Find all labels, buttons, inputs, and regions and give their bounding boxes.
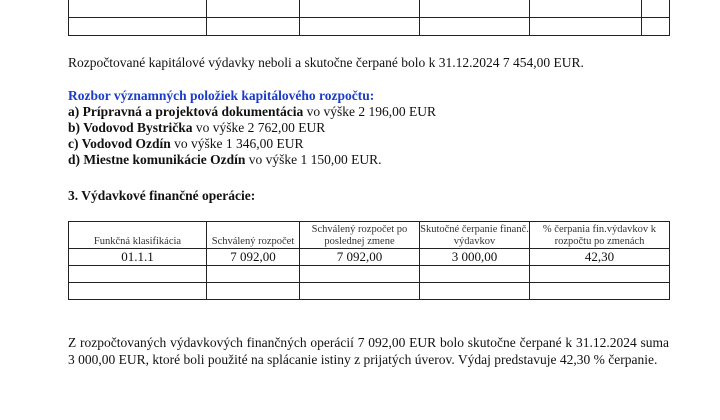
item-label: d) Miestne komunikácie Ozdín: [68, 152, 246, 167]
analysis-item-a: [68, 104, 436, 120]
table-cell: [300, 283, 420, 300]
table-cell: 7 092,00: [300, 249, 420, 266]
item-text: vo výške 1 150,00 EUR.: [245, 152, 382, 167]
table-row: [69, 18, 670, 36]
table-cell: 7 092,00: [207, 249, 300, 266]
table-cell: [420, 266, 530, 283]
financial-operations-table: [68, 221, 670, 300]
analysis-item-c: [68, 136, 304, 152]
item-text: vo výške 2 762,00 EUR: [192, 120, 326, 135]
item-text: vo výške 2 196,00 EUR: [303, 104, 436, 119]
column-header: % čerpania fin.výdavkov k rozpočtu po zmenách: [530, 222, 670, 249]
table-cell: [207, 283, 300, 300]
capital-expenditure-note: Rozpočtované kapitálové výdavky neboli a skutočne čerpané bolo k 31.12.2024 7 454,00 EUR.: [68, 55, 584, 70]
table-cell: [207, 266, 300, 283]
column-header: Skutočné čerpanie finanč. výdavkov: [420, 222, 530, 249]
item-label: b) Vodovod Bystrička: [68, 120, 193, 135]
table-row: [69, 266, 670, 283]
analysis-item-b: [68, 120, 325, 136]
table-cell: [420, 283, 530, 300]
table-cell: [530, 283, 670, 300]
table-cell: [69, 266, 207, 283]
closing-paragraph: Z rozpočtovaných výdavkových finančných operácií 7 092,00 EUR bolo skutočne čerpané k 31.12.2024 suma 3 000,00 EUR, ktoré boli použité na splácanie istiny z prijatých úverov. Výdaj predstavuje 42,30 % čerpanie.: [68, 335, 669, 367]
column-header: Schválený rozpočet po poslednej zmene: [300, 222, 420, 249]
analysis-heading: Rozbor významných položiek kapitálového rozpočtu:: [68, 88, 375, 103]
table-cell: [300, 266, 420, 283]
table-row: [69, 249, 670, 266]
table-cell: 42,30: [530, 249, 670, 266]
section-title: 3. Výdavkové finančné operácie:: [68, 188, 256, 203]
column-header: Funkčná klasifikácia: [69, 222, 207, 249]
table-header-row: [69, 222, 670, 249]
table-row: [69, 0, 670, 18]
table-cell: [69, 283, 207, 300]
table-cell: [530, 266, 670, 283]
item-text: vo výške 1 346,00 EUR: [170, 136, 304, 151]
table-cell: 3 000,00: [420, 249, 530, 266]
previous-table: [68, 0, 670, 36]
item-label: c) Vodovod Ozdín: [68, 136, 171, 151]
analysis-item-d: [68, 152, 382, 168]
table-cell: 01.1.1: [69, 249, 207, 266]
column-header: Schválený rozpočet: [207, 222, 300, 249]
table-row: [69, 283, 670, 300]
item-label: a) Prípravná a projektová dokumentácia: [68, 104, 304, 119]
